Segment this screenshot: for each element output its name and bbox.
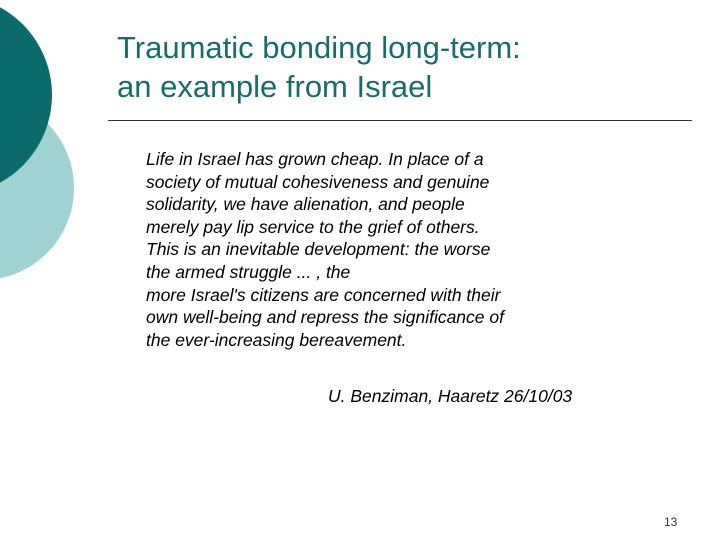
quote-line: society of mutual cohesiveness and genuine [146, 171, 490, 192]
quote-text [146, 148, 666, 351]
quote-line: own well-being and repress the significance of [146, 307, 504, 328]
quote-citation: U. Benziman, Haaretz 26/10/03 [328, 386, 573, 406]
title-line-2: an example from Israel [117, 69, 433, 104]
slide-title [117, 28, 707, 106]
quote-line: the ever-increasing bereavement. [146, 329, 407, 350]
title-divider [108, 120, 692, 121]
quote-line: Life in Israel has grown cheap. In place of a [146, 149, 484, 169]
quote-line: the armed struggle ... , the [146, 261, 351, 282]
quote-line: This is an inevitable development: the worse [146, 239, 491, 260]
quote-line: solidarity, we have alienation, and people [146, 194, 465, 215]
page-number: 13 [664, 515, 678, 529]
quote-line: more Israel's citizens are concerned with their [146, 284, 501, 305]
quote-line: merely pay lip service to the grief of others. [146, 216, 480, 237]
decorative-circles [0, 0, 120, 300]
title-line-1: Traumatic bonding long-term: [117, 30, 521, 65]
